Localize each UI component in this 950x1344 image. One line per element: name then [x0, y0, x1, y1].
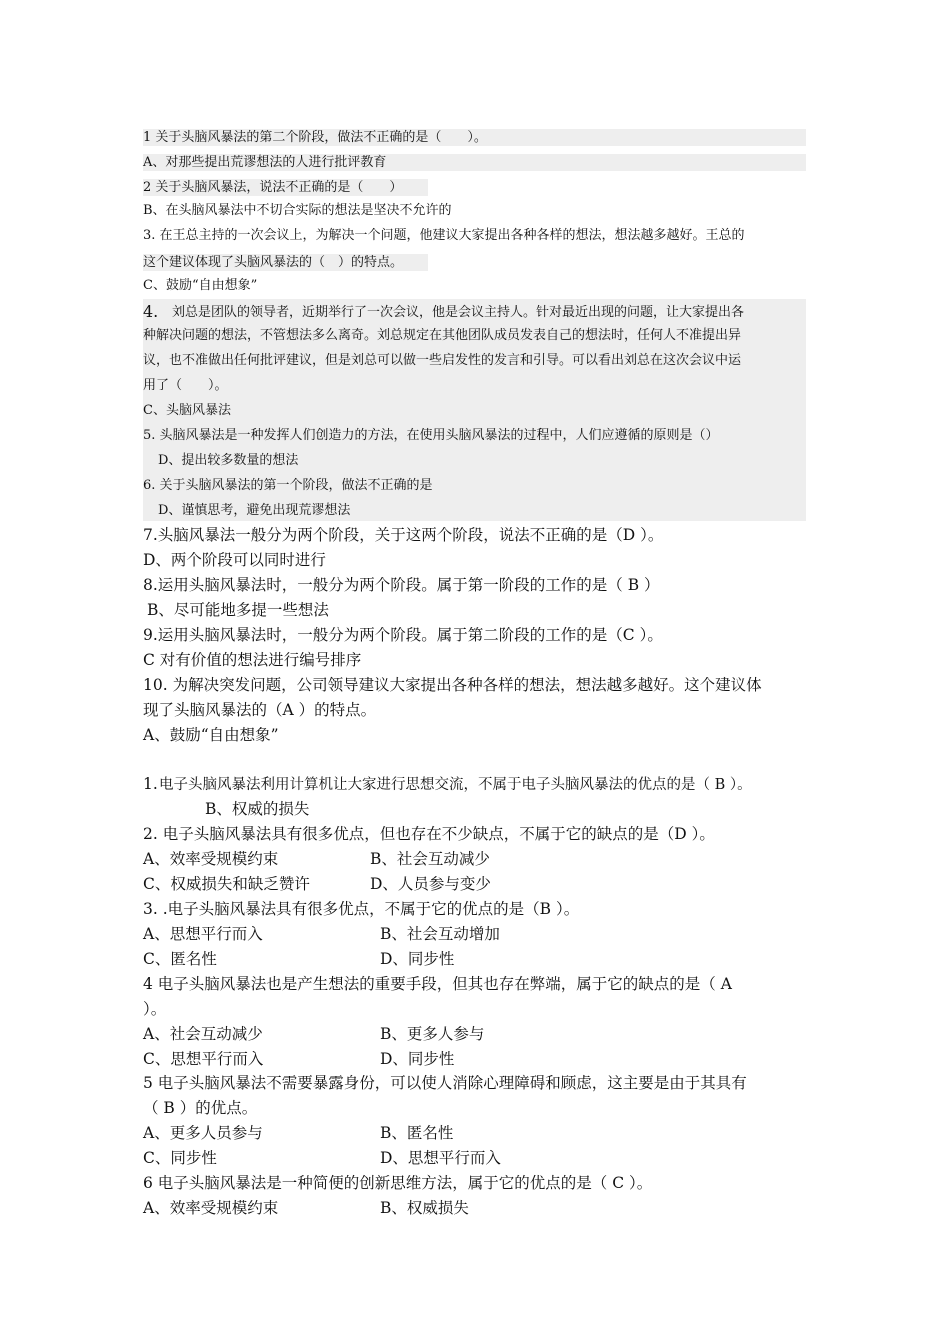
s2-q4-line2: ）。 — [143, 1000, 167, 1018]
s1-q4-number: 4. — [143, 302, 159, 321]
s2-q4-option-b: B、更多人参与 — [380, 1025, 485, 1043]
s2-q3-option-b: B、社会互动增加 — [380, 925, 500, 943]
s1-q4-line4: 用了（ ）。 — [143, 378, 228, 393]
s2-q1-number: 1. — [143, 775, 158, 793]
s2-q3-text: 3. .电子头脑风暴法具有很多优点，不属于它的优点的是（B ）。 — [143, 900, 580, 918]
s1-q6-text: 6. 关于头脑风暴法的第一个阶段，做法不正确的是 — [143, 478, 433, 493]
s2-q5-option-b: B、匿名性 — [380, 1124, 454, 1142]
s2-q3-option-c: C、匿名性 — [143, 950, 217, 968]
s1-a10-text: A、鼓励“自由想象” — [143, 726, 279, 744]
s1-q10-line2: 现了头脑风暴法的（A ）的特点。 — [143, 701, 377, 719]
s2-q2-text: 2. 电子头脑风暴法具有很多优点，但也存在不少缺点，不属于它的缺点的是（D ）。 — [143, 825, 715, 843]
s2-q4-line1: 4 电子头脑风暴法也是产生想法的重要手段，但其也存在弊端，属于它的缺点的是（ A — [143, 975, 732, 993]
s1-a2-text: B、在头脑风暴法中不切合实际的想法是坚决不允许的 — [143, 203, 452, 218]
s1-a7-text: D、两个阶段可以同时进行 — [143, 551, 326, 569]
s1-q2-text: 2 关于头脑风暴法，说法不正确的是（ ） — [143, 179, 428, 196]
s1-q7-text: 7.头脑风暴法一般分为两个阶段，关于这两个阶段，说法不正确的是（D ）。 — [143, 526, 664, 544]
s1-a8-text: B、尽可能地多提一些想法 — [147, 601, 329, 619]
s1-a6-text: D、谨慎思考，避免出现荒谬想法 — [158, 503, 351, 518]
s1-q4-line1: 刘总是团队的领导者，近期举行了一次会议，他是会议主持人。针对最近出现的问题，让大家提出各 — [172, 305, 745, 320]
s2-q1-text: 电子头脑风暴法利用计算机让大家进行思想交流，不属于电子头脑风暴法的优点的是（ B ）。 — [159, 777, 752, 793]
s2-q4-option-a: A、社会互动减少 — [143, 1025, 263, 1043]
s2-a1-text: B、权威的损失 — [205, 800, 310, 818]
s2-q2-option-c: C、权威损失和缺乏赞许 — [143, 875, 310, 893]
s2-q6-option-a: A、效率受规模约束 — [143, 1199, 279, 1217]
s1-q3-line1: 3. 在王总主持的一次会议上，为解决一个问题，他建议大家提出各种各样的想法，想法越多越好。王总的 — [143, 228, 745, 243]
s2-q2-option-a: A、效率受规模约束 — [143, 850, 279, 868]
s1-q1-text: 1 关于头脑风暴法的第二个阶段，做法不正确的是（ ）。 — [143, 129, 806, 146]
s1-a3-text: C、鼓励“自由想象” — [143, 278, 258, 293]
s2-q5-option-c: C、同步性 — [143, 1149, 217, 1167]
s1-a5-text: D、提出较多数量的想法 — [158, 453, 299, 468]
s2-q2-option-b: B、社会互动减少 — [370, 850, 490, 868]
s2-q3-option-d: D、同步性 — [380, 950, 455, 968]
s2-q4-option-c: C、思想平行而入 — [143, 1050, 264, 1068]
s1-q4-line3: 议，也不准做出任何批评建议，但是刘总可以做一些启发性的发言和引导。可以看出刘总在这次会议中运 — [143, 353, 742, 368]
s2-q5-option-a: A、更多人员参与 — [143, 1124, 263, 1142]
s2-q5-line2: （ B ）的优点。 — [143, 1099, 258, 1117]
s2-q6-option-b: B、权威损失 — [380, 1199, 469, 1217]
s1-q10-line1: 10. 为解决突发问题，公司领导建议大家提出各种各样的想法，想法越多越好。这个建议体 — [143, 676, 762, 694]
s2-q5-option-d: D、思想平行而入 — [380, 1149, 501, 1167]
s1-q5-text: 5. 头脑风暴法是一种发挥人们创造力的方法，在使用头脑风暴法的过程中，人们应遵循的原则是（） — [143, 428, 719, 443]
s1-q4-line2: 种解决问题的想法，不管想法多么离奇。刘总规定在其他团队成员发表自己的想法时，任何人不准提出异 — [143, 328, 742, 343]
s1-q8-text: 8.运用头脑风暴法时，一般分为两个阶段。属于第一阶段的工作的是（ B ） — [143, 576, 660, 594]
s2-q2-option-d: D、人员参与变少 — [370, 875, 491, 893]
s2-q4-option-d: D、同步性 — [380, 1050, 455, 1068]
s1-a4-text: C、头脑风暴法 — [143, 403, 231, 418]
s1-q3-line2: 这个建议体现了头脑风暴法的（ ）的特点。 — [143, 254, 428, 271]
s2-q6-text: 6 电子头脑风暴法是一种简便的创新思维方法，属于它的优点的是（ C ）。 — [143, 1174, 653, 1192]
s1-q9-text: 9.运用头脑风暴法时，一般分为两个阶段。属于第二阶段的工作的是（C ）。 — [143, 626, 663, 644]
s1-a9-text: C 对有价值的想法进行编号排序 — [143, 651, 362, 669]
s2-q3-option-a: A、思想平行而入 — [143, 925, 263, 943]
s1-a1-text: A、对那些提出荒谬想法的人进行批评教育 — [143, 154, 806, 171]
s2-q5-line1: 5 电子头脑风暴法不需要暴露身份，可以使人消除心理障碍和顾虑，这主要是由于其具有 — [143, 1074, 747, 1092]
